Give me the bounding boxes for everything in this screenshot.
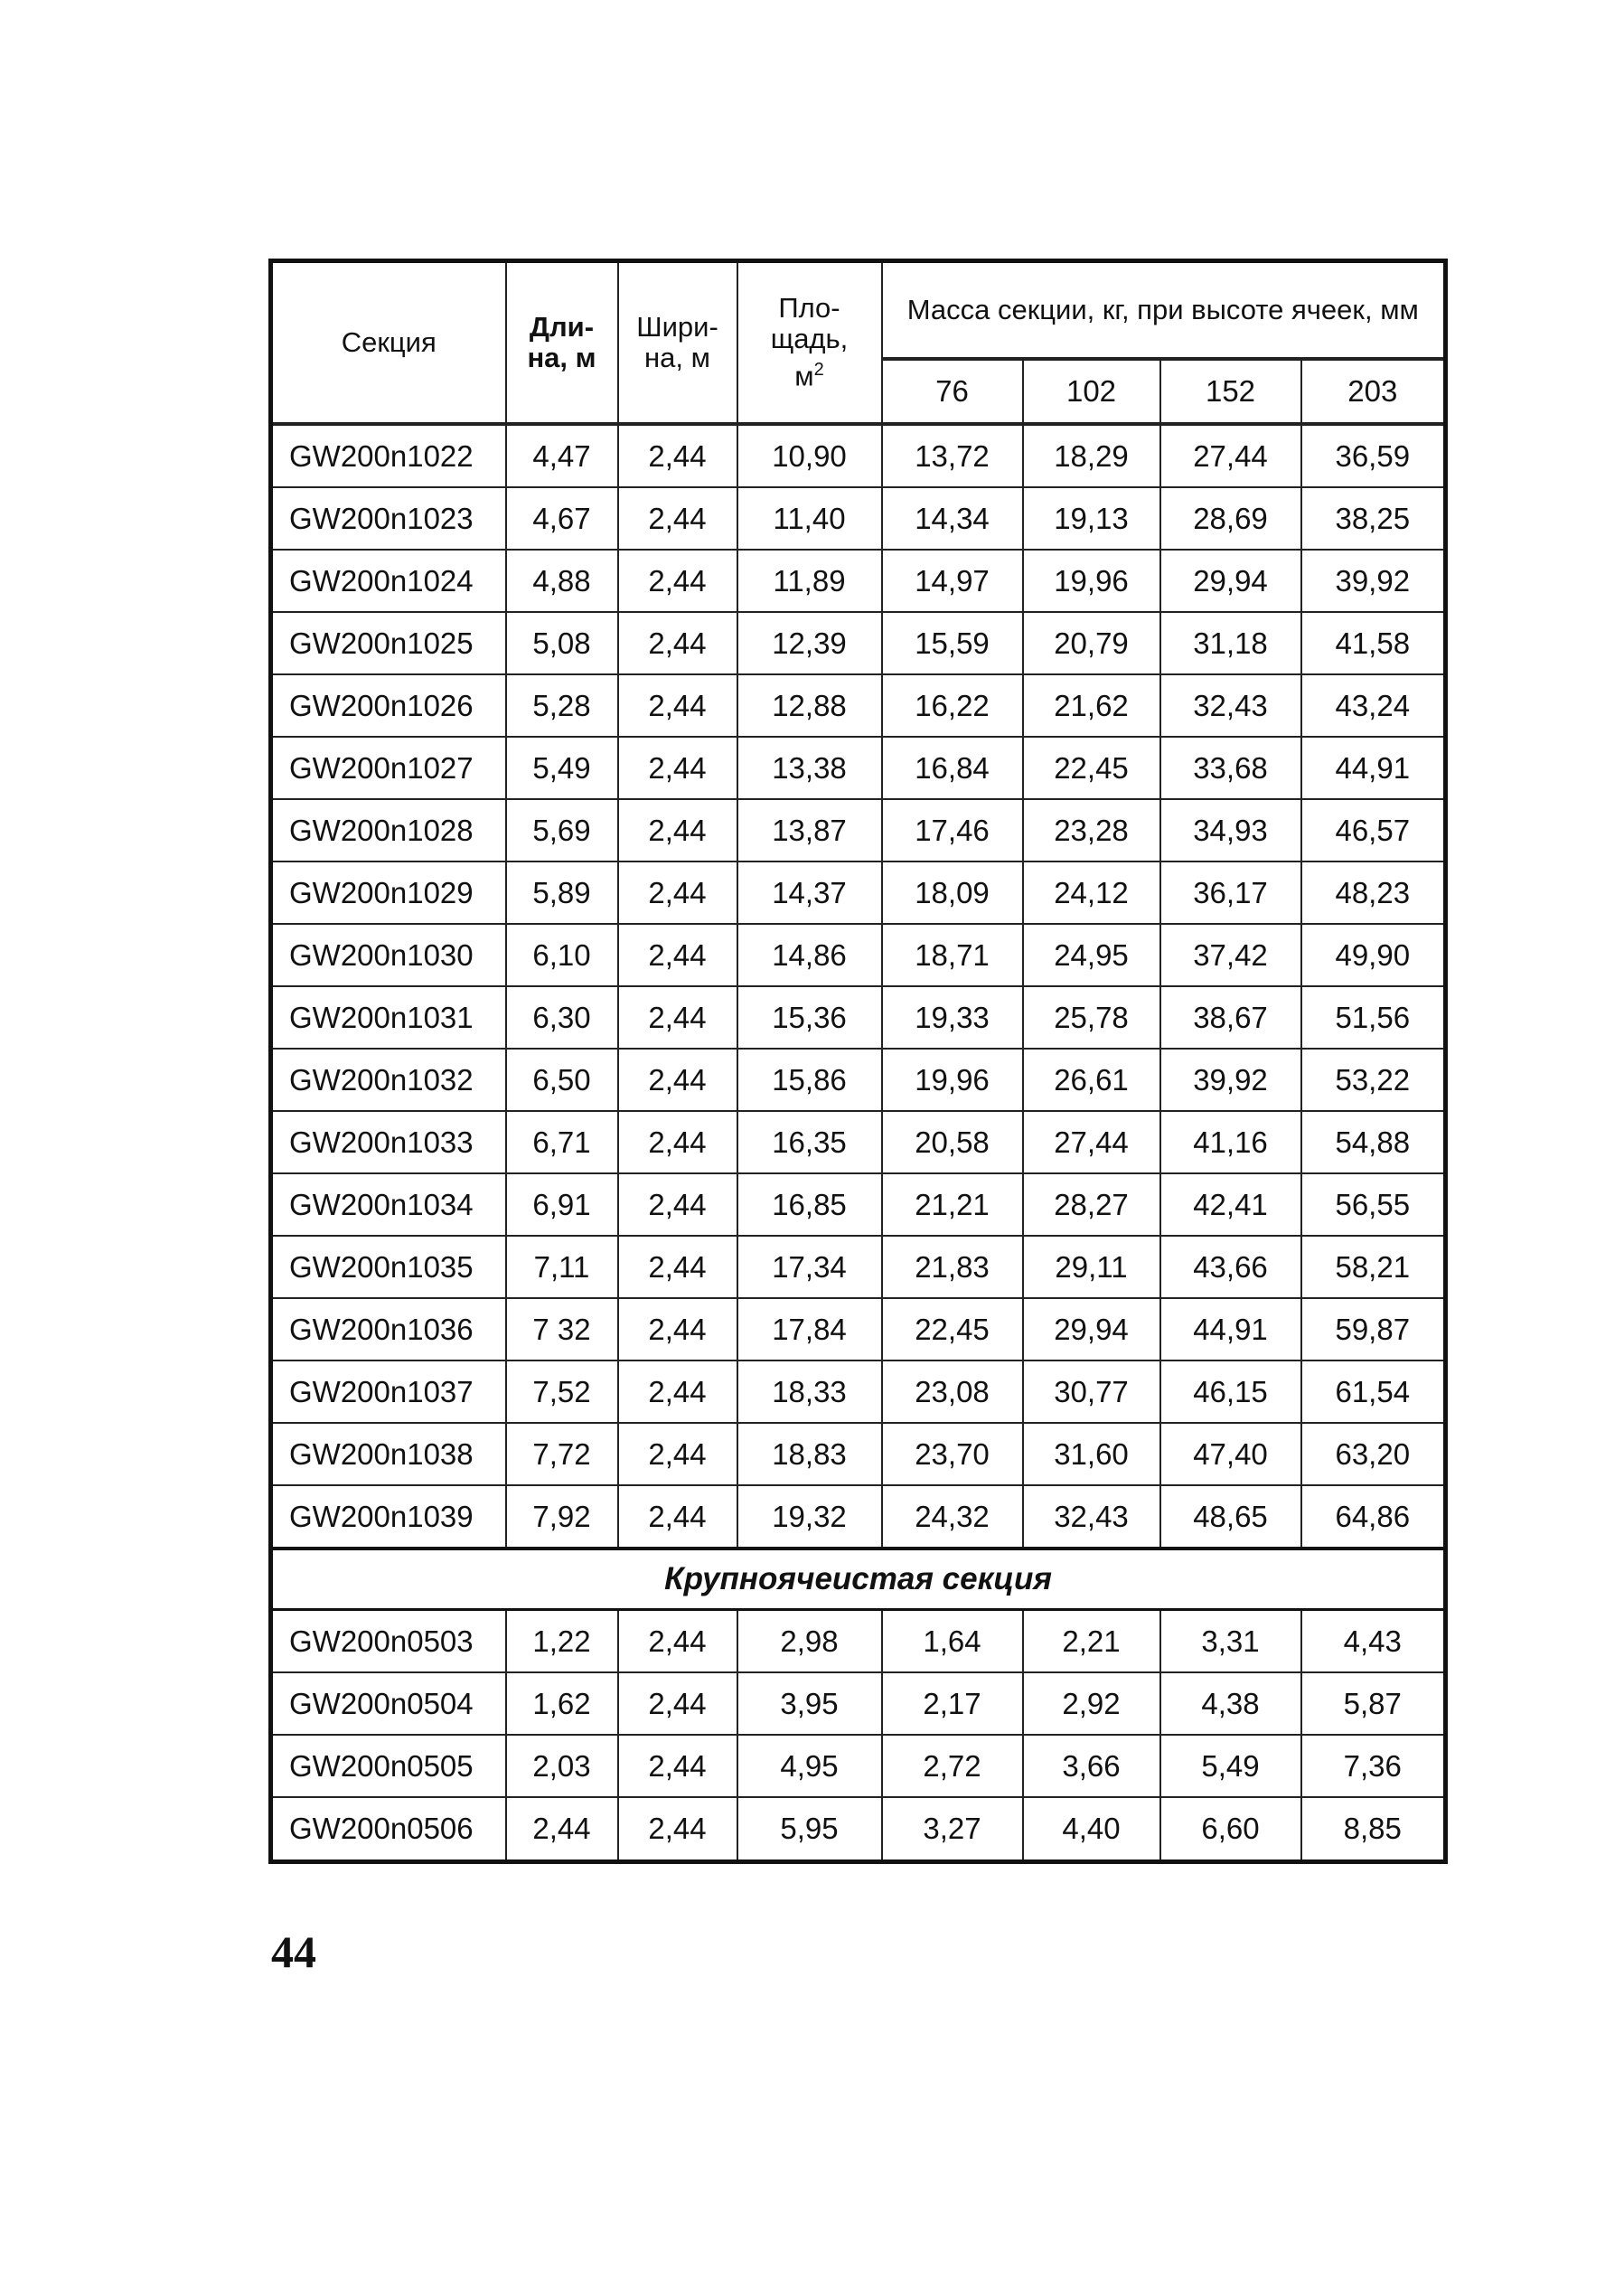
cell-mass-102: 25,78 bbox=[1023, 986, 1160, 1049]
cell-mass-102: 19,96 bbox=[1023, 550, 1160, 612]
cell-mass-152: 33,68 bbox=[1160, 737, 1301, 799]
cell-mass-76: 19,33 bbox=[882, 986, 1023, 1049]
cell-mass-152: 44,91 bbox=[1160, 1298, 1301, 1360]
cell-section: GW200n1029 bbox=[271, 861, 506, 924]
cell-mass-76: 2,17 bbox=[882, 1672, 1023, 1735]
cell-width: 2,44 bbox=[618, 1610, 737, 1673]
cell-mass-76: 13,72 bbox=[882, 424, 1023, 487]
cell-width: 2,44 bbox=[618, 550, 737, 612]
cell-mass-152: 6,60 bbox=[1160, 1797, 1301, 1862]
cell-width: 2,44 bbox=[618, 1111, 737, 1173]
cell-mass-203: 58,21 bbox=[1301, 1236, 1446, 1298]
cell-mass-203: 8,85 bbox=[1301, 1797, 1446, 1862]
table-row bbox=[271, 1610, 1446, 1673]
cell-mass-203: 46,57 bbox=[1301, 799, 1446, 861]
cell-mass-203: 39,92 bbox=[1301, 550, 1446, 612]
cell-mass-152: 36,17 bbox=[1160, 861, 1301, 924]
cell-mass-102: 4,40 bbox=[1023, 1797, 1160, 1862]
cell-section: GW200n1035 bbox=[271, 1236, 506, 1298]
cell-length: 7 32 bbox=[506, 1298, 618, 1360]
table-row bbox=[271, 487, 1446, 550]
cell-mass-152: 39,92 bbox=[1160, 1049, 1301, 1111]
cell-area: 11,89 bbox=[737, 550, 882, 612]
cell-mass-203: 7,36 bbox=[1301, 1735, 1446, 1797]
header-width-line1: Шири- bbox=[636, 311, 718, 343]
cell-mass-152: 3,31 bbox=[1160, 1610, 1301, 1673]
cell-mass-152: 43,66 bbox=[1160, 1236, 1301, 1298]
large-cell-section-title: Крупноячеистая секция bbox=[271, 1549, 1446, 1610]
cell-section: GW200n0503 bbox=[271, 1610, 506, 1673]
header-height-152: 152 bbox=[1160, 359, 1301, 424]
header-width-line2: на, м bbox=[644, 342, 710, 373]
cell-length: 2,44 bbox=[506, 1797, 618, 1862]
cell-length: 7,11 bbox=[506, 1236, 618, 1298]
table-row bbox=[271, 1672, 1446, 1735]
cell-mass-152: 47,40 bbox=[1160, 1423, 1301, 1485]
cell-section: GW200n1037 bbox=[271, 1360, 506, 1423]
cell-mass-203: 43,24 bbox=[1301, 674, 1446, 737]
cell-section: GW200n1031 bbox=[271, 986, 506, 1049]
cell-width: 2,44 bbox=[618, 1360, 737, 1423]
cell-mass-203: 51,56 bbox=[1301, 986, 1446, 1049]
cell-mass-152: 37,42 bbox=[1160, 924, 1301, 986]
cell-mass-102: 27,44 bbox=[1023, 1111, 1160, 1173]
cell-length: 4,47 bbox=[506, 424, 618, 487]
cell-area: 3,95 bbox=[737, 1672, 882, 1735]
cell-mass-203: 56,55 bbox=[1301, 1173, 1446, 1236]
cell-mass-102: 29,94 bbox=[1023, 1298, 1160, 1360]
cell-mass-203: 53,22 bbox=[1301, 1049, 1446, 1111]
cell-section: GW200n1024 bbox=[271, 550, 506, 612]
cell-mass-102: 19,13 bbox=[1023, 487, 1160, 550]
header-area bbox=[737, 261, 882, 425]
cell-area: 19,32 bbox=[737, 1485, 882, 1549]
cell-area: 17,34 bbox=[737, 1236, 882, 1298]
cell-width: 2,44 bbox=[618, 1298, 737, 1360]
cell-area: 13,38 bbox=[737, 737, 882, 799]
table-row bbox=[271, 550, 1446, 612]
cell-length: 4,67 bbox=[506, 487, 618, 550]
cell-width: 2,44 bbox=[618, 1672, 737, 1735]
cell-mass-102: 29,11 bbox=[1023, 1236, 1160, 1298]
cell-mass-76: 14,34 bbox=[882, 487, 1023, 550]
table-row bbox=[271, 737, 1446, 799]
cell-mass-152: 27,44 bbox=[1160, 424, 1301, 487]
cell-length: 7,92 bbox=[506, 1485, 618, 1549]
header-width bbox=[618, 261, 737, 425]
cell-mass-76: 18,09 bbox=[882, 861, 1023, 924]
header-mass: Масса секции, кг, при высоте ячеек, мм bbox=[882, 261, 1446, 360]
cell-area: 4,95 bbox=[737, 1735, 882, 1797]
cell-area: 13,87 bbox=[737, 799, 882, 861]
cell-width: 2,44 bbox=[618, 1423, 737, 1485]
cell-section: GW200n1038 bbox=[271, 1423, 506, 1485]
cell-mass-203: 63,20 bbox=[1301, 1423, 1446, 1485]
cell-length: 5,28 bbox=[506, 674, 618, 737]
large-cell-section-row bbox=[271, 1549, 1446, 1610]
cell-area: 14,86 bbox=[737, 924, 882, 986]
header-length-line2: на, м bbox=[527, 342, 596, 373]
cell-mass-102: 3,66 bbox=[1023, 1735, 1160, 1797]
cell-length: 5,49 bbox=[506, 737, 618, 799]
cell-area: 15,86 bbox=[737, 1049, 882, 1111]
cell-mass-102: 2,92 bbox=[1023, 1672, 1160, 1735]
large-cell-rows bbox=[271, 1549, 1446, 1862]
cell-mass-76: 3,27 bbox=[882, 1797, 1023, 1862]
table-row bbox=[271, 861, 1446, 924]
cell-section: GW200n1032 bbox=[271, 1049, 506, 1111]
cell-width: 2,44 bbox=[618, 424, 737, 487]
cell-area: 12,39 bbox=[737, 612, 882, 674]
cell-length: 5,69 bbox=[506, 799, 618, 861]
cell-mass-102: 30,77 bbox=[1023, 1360, 1160, 1423]
cell-mass-203: 64,86 bbox=[1301, 1485, 1446, 1549]
cell-width: 2,44 bbox=[618, 799, 737, 861]
section-mass-table bbox=[268, 259, 1448, 1864]
cell-length: 1,22 bbox=[506, 1610, 618, 1673]
header-area-unit-exponent: 2 bbox=[813, 360, 824, 381]
cell-area: 16,85 bbox=[737, 1173, 882, 1236]
cell-width: 2,44 bbox=[618, 737, 737, 799]
table-row bbox=[271, 424, 1446, 487]
cell-area: 2,98 bbox=[737, 1610, 882, 1673]
cell-mass-152: 32,43 bbox=[1160, 674, 1301, 737]
cell-mass-102: 26,61 bbox=[1023, 1049, 1160, 1111]
cell-mass-152: 34,93 bbox=[1160, 799, 1301, 861]
cell-mass-102: 24,95 bbox=[1023, 924, 1160, 986]
cell-section: GW200n1030 bbox=[271, 924, 506, 986]
cell-section: GW200n1027 bbox=[271, 737, 506, 799]
cell-width: 2,44 bbox=[618, 1485, 737, 1549]
header-area-line1: Пло- bbox=[778, 292, 840, 325]
table-row bbox=[271, 1173, 1446, 1236]
cell-section: GW200n1028 bbox=[271, 799, 506, 861]
cell-length: 7,72 bbox=[506, 1423, 618, 1485]
cell-mass-203: 41,58 bbox=[1301, 612, 1446, 674]
cell-mass-76: 20,58 bbox=[882, 1111, 1023, 1173]
cell-mass-203: 54,88 bbox=[1301, 1111, 1446, 1173]
header-section: Секция bbox=[271, 261, 506, 425]
cell-width: 2,44 bbox=[618, 1735, 737, 1797]
table-row bbox=[271, 674, 1446, 737]
cell-mass-203: 44,91 bbox=[1301, 737, 1446, 799]
table-row bbox=[271, 1423, 1446, 1485]
cell-section: GW200n1026 bbox=[271, 674, 506, 737]
cell-mass-152: 42,41 bbox=[1160, 1173, 1301, 1236]
cell-mass-152: 41,16 bbox=[1160, 1111, 1301, 1173]
cell-mass-76: 15,59 bbox=[882, 612, 1023, 674]
cell-area: 12,88 bbox=[737, 674, 882, 737]
cell-mass-152: 29,94 bbox=[1160, 550, 1301, 612]
cell-length: 4,88 bbox=[506, 550, 618, 612]
cell-mass-203: 4,43 bbox=[1301, 1610, 1446, 1673]
cell-mass-203: 36,59 bbox=[1301, 424, 1446, 487]
cell-mass-102: 2,21 bbox=[1023, 1610, 1160, 1673]
cell-mass-102: 23,28 bbox=[1023, 799, 1160, 861]
cell-length: 1,62 bbox=[506, 1672, 618, 1735]
cell-mass-76: 21,83 bbox=[882, 1236, 1023, 1298]
cell-mass-102: 32,43 bbox=[1023, 1485, 1160, 1549]
cell-mass-152: 46,15 bbox=[1160, 1360, 1301, 1423]
cell-area: 5,95 bbox=[737, 1797, 882, 1862]
cell-mass-76: 18,71 bbox=[882, 924, 1023, 986]
cell-width: 2,44 bbox=[618, 612, 737, 674]
cell-mass-102: 20,79 bbox=[1023, 612, 1160, 674]
cell-section: GW200n0504 bbox=[271, 1672, 506, 1735]
cell-section: GW200n1036 bbox=[271, 1298, 506, 1360]
cell-mass-76: 16,84 bbox=[882, 737, 1023, 799]
cell-length: 6,30 bbox=[506, 986, 618, 1049]
cell-mass-102: 24,12 bbox=[1023, 861, 1160, 924]
cell-mass-102: 18,29 bbox=[1023, 424, 1160, 487]
cell-width: 2,44 bbox=[618, 1049, 737, 1111]
cell-mass-102: 28,27 bbox=[1023, 1173, 1160, 1236]
header-length-line1: Дли- bbox=[529, 311, 595, 343]
main-rows bbox=[271, 424, 1446, 1549]
table-row bbox=[271, 924, 1446, 986]
cell-mass-76: 19,96 bbox=[882, 1049, 1023, 1111]
cell-length: 5,89 bbox=[506, 861, 618, 924]
cell-section: GW200n1022 bbox=[271, 424, 506, 487]
cell-mass-203: 5,87 bbox=[1301, 1672, 1446, 1735]
cell-mass-76: 23,70 bbox=[882, 1423, 1023, 1485]
table-row bbox=[271, 1049, 1446, 1111]
cell-mass-76: 23,08 bbox=[882, 1360, 1023, 1423]
cell-width: 2,44 bbox=[618, 861, 737, 924]
cell-mass-203: 61,54 bbox=[1301, 1360, 1446, 1423]
cell-mass-152: 31,18 bbox=[1160, 612, 1301, 674]
cell-mass-76: 22,45 bbox=[882, 1298, 1023, 1360]
cell-mass-102: 22,45 bbox=[1023, 737, 1160, 799]
table-row bbox=[271, 1111, 1446, 1173]
cell-mass-152: 4,38 bbox=[1160, 1672, 1301, 1735]
table-row bbox=[271, 1735, 1446, 1797]
cell-length: 6,10 bbox=[506, 924, 618, 986]
cell-width: 2,44 bbox=[618, 674, 737, 737]
header-height-203: 203 bbox=[1301, 359, 1446, 424]
cell-mass-203: 59,87 bbox=[1301, 1298, 1446, 1360]
cell-width: 2,44 bbox=[618, 1173, 737, 1236]
cell-width: 2,44 bbox=[618, 924, 737, 986]
cell-length: 6,91 bbox=[506, 1173, 618, 1236]
table-row bbox=[271, 986, 1446, 1049]
cell-area: 16,35 bbox=[737, 1111, 882, 1173]
cell-mass-203: 38,25 bbox=[1301, 487, 1446, 550]
table-row bbox=[271, 799, 1446, 861]
cell-length: 6,71 bbox=[506, 1111, 618, 1173]
cell-mass-76: 1,64 bbox=[882, 1610, 1023, 1673]
cell-mass-76: 21,21 bbox=[882, 1173, 1023, 1236]
cell-mass-76: 2,72 bbox=[882, 1735, 1023, 1797]
cell-section: GW200n0505 bbox=[271, 1735, 506, 1797]
cell-mass-76: 24,32 bbox=[882, 1485, 1023, 1549]
cell-mass-102: 21,62 bbox=[1023, 674, 1160, 737]
cell-mass-76: 17,46 bbox=[882, 799, 1023, 861]
table-row bbox=[271, 1236, 1446, 1298]
cell-mass-152: 48,65 bbox=[1160, 1485, 1301, 1549]
cell-mass-203: 48,23 bbox=[1301, 861, 1446, 924]
header-area-unit: м bbox=[794, 360, 814, 392]
table-row bbox=[271, 1298, 1446, 1360]
cell-area: 14,37 bbox=[737, 861, 882, 924]
cell-mass-203: 49,90 bbox=[1301, 924, 1446, 986]
cell-area: 15,36 bbox=[737, 986, 882, 1049]
header-height-76: 76 bbox=[882, 359, 1023, 424]
cell-length: 5,08 bbox=[506, 612, 618, 674]
table-row bbox=[271, 1797, 1446, 1862]
cell-width: 2,44 bbox=[618, 986, 737, 1049]
cell-area: 18,83 bbox=[737, 1423, 882, 1485]
cell-section: GW200n1025 bbox=[271, 612, 506, 674]
cell-mass-152: 38,67 bbox=[1160, 986, 1301, 1049]
cell-section: GW200n1034 bbox=[271, 1173, 506, 1236]
cell-mass-76: 14,97 bbox=[882, 550, 1023, 612]
table-row bbox=[271, 1360, 1446, 1423]
cell-mass-102: 31,60 bbox=[1023, 1423, 1160, 1485]
cell-section: GW200n0506 bbox=[271, 1797, 506, 1862]
cell-width: 2,44 bbox=[618, 1797, 737, 1862]
cell-area: 17,84 bbox=[737, 1298, 882, 1360]
header-height-102: 102 bbox=[1023, 359, 1160, 424]
header-area-line2: щадь, bbox=[770, 323, 849, 355]
cell-length: 2,03 bbox=[506, 1735, 618, 1797]
cell-mass-152: 28,69 bbox=[1160, 487, 1301, 550]
cell-section: GW200n1039 bbox=[271, 1485, 506, 1549]
cell-section: GW200n1023 bbox=[271, 487, 506, 550]
cell-width: 2,44 bbox=[618, 1236, 737, 1298]
cell-area: 10,90 bbox=[737, 424, 882, 487]
cell-mass-76: 16,22 bbox=[882, 674, 1023, 737]
header-length bbox=[506, 261, 618, 425]
cell-length: 7,52 bbox=[506, 1360, 618, 1423]
page-number: 44 bbox=[271, 1926, 316, 1977]
cell-area: 11,40 bbox=[737, 487, 882, 550]
cell-area: 18,33 bbox=[737, 1360, 882, 1423]
table-row bbox=[271, 1485, 1446, 1549]
cell-length: 6,50 bbox=[506, 1049, 618, 1111]
cell-width: 2,44 bbox=[618, 487, 737, 550]
cell-mass-152: 5,49 bbox=[1160, 1735, 1301, 1797]
table-row bbox=[271, 612, 1446, 674]
cell-section: GW200n1033 bbox=[271, 1111, 506, 1173]
